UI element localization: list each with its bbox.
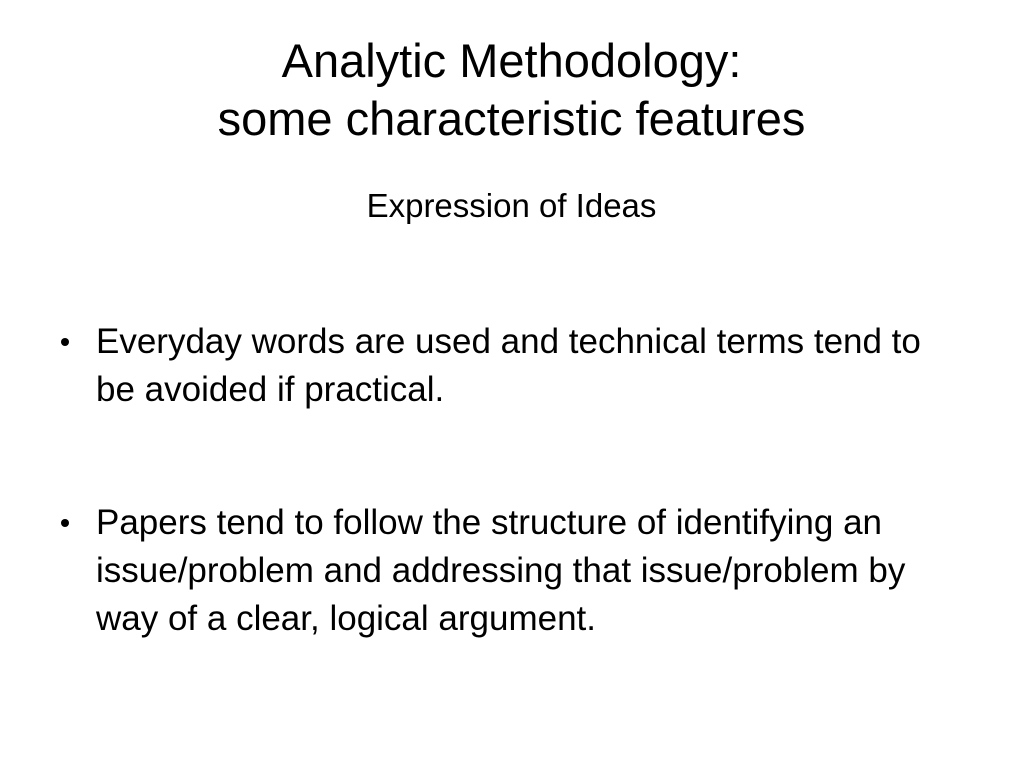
slide-title: [0, 32, 1023, 148]
bullet-list: [55, 318, 955, 643]
slide-title-line-2: some characteristic features: [217, 92, 806, 145]
bullet-text: Papers tend to follow the structure of identifying an issue/problem and addressing that issue/problem by way of a clear, logical argument.: [96, 503, 906, 638]
bullet-dot-icon: [61, 519, 69, 527]
slide-title-line-1: Analytic Methodology:: [281, 34, 742, 87]
slide-subtitle: Expression of Ideas: [366, 187, 657, 224]
bullet-item: [55, 318, 955, 414]
bullet-text: Everyday words are used and technical terms tend to be avoided if practical.: [96, 322, 921, 409]
bullet-dot-icon: [61, 338, 69, 346]
bullet-item: [55, 499, 955, 643]
